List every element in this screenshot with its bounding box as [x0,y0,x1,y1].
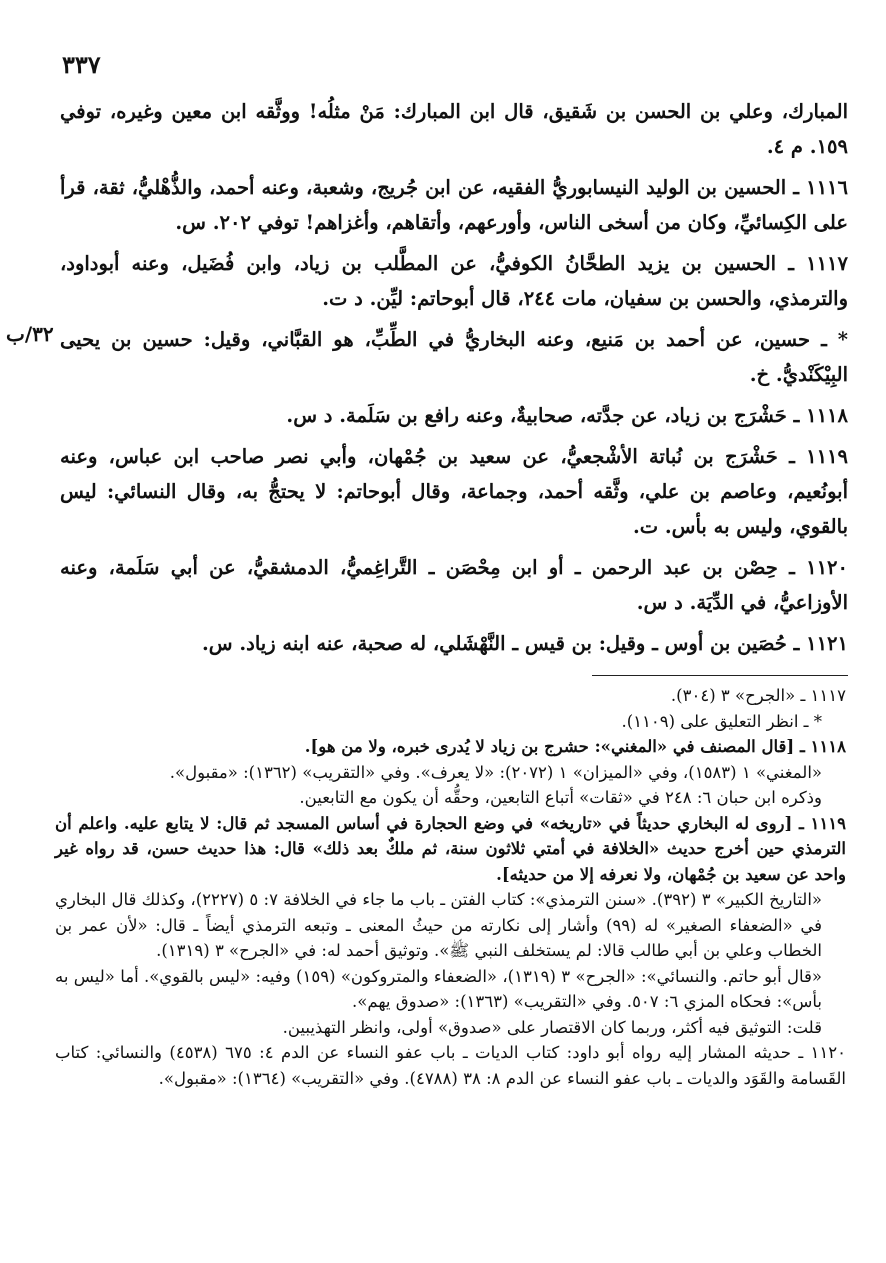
footnote: ١١٢٠ ـ حديثه المشار إليه رواه أبو داود: كتاب الديات ـ باب عفو النساء عن الدم ٤: ٦٧٥ (٤٥٣٨) والنسائي: كتاب القَسامة والقَوَد والديات ـ باب عفو النساء عن الدم ٨: ٣٨ (٤٧٨٨). وفي «التقريب» (١٣٦٤): «مقبول». [55,1043,846,1088]
entry-paragraph: ١١١٩ ـ حَشْرَج بن نُباتة الأشْجعيُّ، عن سعيد بن جُمْهان، وأبي نصر صاحب ابن عباس، وعنه أبونُعيم، وعاصم بن علي، وثَّقه أحمد، وجماعة، وقال أبوحاتم: لا يحتجُّ به، وقال النسائي: ليس بالقوي، وليس به بأس. ت. [60,445,848,538]
entry-paragraph: * ـ حسين، عن أحمد بن مَنيع، وعنه البخاريُّ في الطِّبِّ، هو القبَّاني، وقيل: حسين بن يحيى البِيْكَنْديُّ. خ. [60,328,848,386]
footnote: «المغني» ١ (١٥٨٣)، وفي «الميزان» ١ (٢٠٧٢): «لا يعرف». وفي «التقريب» (١٣٦٢): «مقبول». [169,762,822,782]
footnote: وذكره ابن حبان ٦: ٢٤٨ في «ثقات» أتباع التابعين، وحقُّه أن يكون مع التابعين. [299,788,822,807]
entry-paragraph: ١١١٦ ـ الحسين بن الوليد النيسابوريُّ الفقيه، عن ابن جُريج، وشعبة، وعنه أحمد، والذُّهْليُّ، ثقة، قرأ على الكِسائيِّ، وكان من أسخى الناس، وأورعهم، وأتقاهم، وأغزاهم! توفي ٢٠٢. س. [60,176,848,234]
footnotes [55,683,846,1091]
footnote: ١١١٧ ـ «الجرح» ٣ (٣٠٤). [670,686,846,705]
entry-paragraph: ١١١٨ ـ حَشْرَج بن زياد، عن جدَّته، صحابيةٌ، وعنه رافع بن سَلَمة. د س. [286,404,848,427]
page-number: ٣٣٧ [62,50,101,79]
footnote: * ـ انظر التعليق على (١١٠٩). [621,711,822,731]
footnote: ١١١٩ ـ [روى له البخاري حديثاً في «تاريخه» في وضع الحجارة في أساس المسجد ثم قال: لا يتابع عليه. واعلم أن الترمذي حين أخرج حديث «الخلافة في أمتي ثلاثون سنة، ثم ملكٌ بعد ذلك» قال: هذا حديث حسن، قد رواه غير واحد عن سعيد بن جُمْهان، ولا نعرفه إلا من حديثه]. [55,813,846,884]
entry-paragraph: ١١٢١ ـ حُصَين بن أوس ـ وقيل: بن قيس ـ النَّهْشَلي، له صحبة، عنه ابنه زياد. س. [201,632,848,655]
entry-paragraph: ١١٢٠ ـ حِصْن بن عبد الرحمن ـ أو ابن مِحْصَن ـ التَّراغِميُّ، الدمشقيُّ، عن أبي سَلَمة، وعنه الأوزاعيُّ، في الدِّيَة. د س. [60,556,848,614]
folio-marker: ٣٢/ب [6,322,54,346]
footnote-divider [592,675,848,676]
footnote: قلت: التوثيق فيه أكثر، وربما كان الاقتصار على «صدوق» أولى، وانظر التهذيبين. [282,1017,822,1037]
footnote: ١١١٨ ـ [قال المصنف في «المغني»: حشرج بن زياد لا يُدرى خبره، ولا من هو]. [304,737,846,756]
entry-paragraph: ١١١٧ ـ الحسين بن يزيد الطحَّانُ الكوفيُّ، عن المطَّلب بن زياد، وابن فُضَيل، وعنه أبوداود، والترمذي، والحسن بن سفيان، مات ٢٤٤، قال أبوحاتم: ليِّن. د ت. [60,252,848,310]
footnote: «التاريخ الكبير» ٣ (٣٩٢). «سنن الترمذي»: كتاب الفتن ـ باب ما جاء في الخلافة ٧: ٥ (٢٢٢٧)، وكذلك قال البخاري في «الضعفاء الصغير» له (٩٩) وأشار إلى نكارته من حيثُ المعنى ـ وتبعه الترمذي أيضاً ـ قال: «لأن عمر بن الخطاب وعلي بن أبي طالب قالا: لم يستخلف النبي ﷺ». وتوثيق أحمد له: في «الجرح» ٣ (١٣١٩). [55,890,822,960]
footnote: «قال أبو حاتم. والنسائي»: «الجرح» ٣ (١٣١٩)، «الضعفاء والمتروكون» (١٥٩) وفيه: «ليس بالقوي». أما «ليس به بأس»: فحكاه المزي ٦: ٥٠٧. وفي «التقريب» (١٣٦٣): «صدوق يهم». [55,966,822,1011]
entry-paragraph: المبارك، وعلي بن الحسن بن شَقيق، قال ابن المبارك: مَنْ مثلُه! ووثَّقه ابن معين وغيره، توفي ١٥٩. م ٤. [60,100,848,158]
main-text [60,94,848,667]
